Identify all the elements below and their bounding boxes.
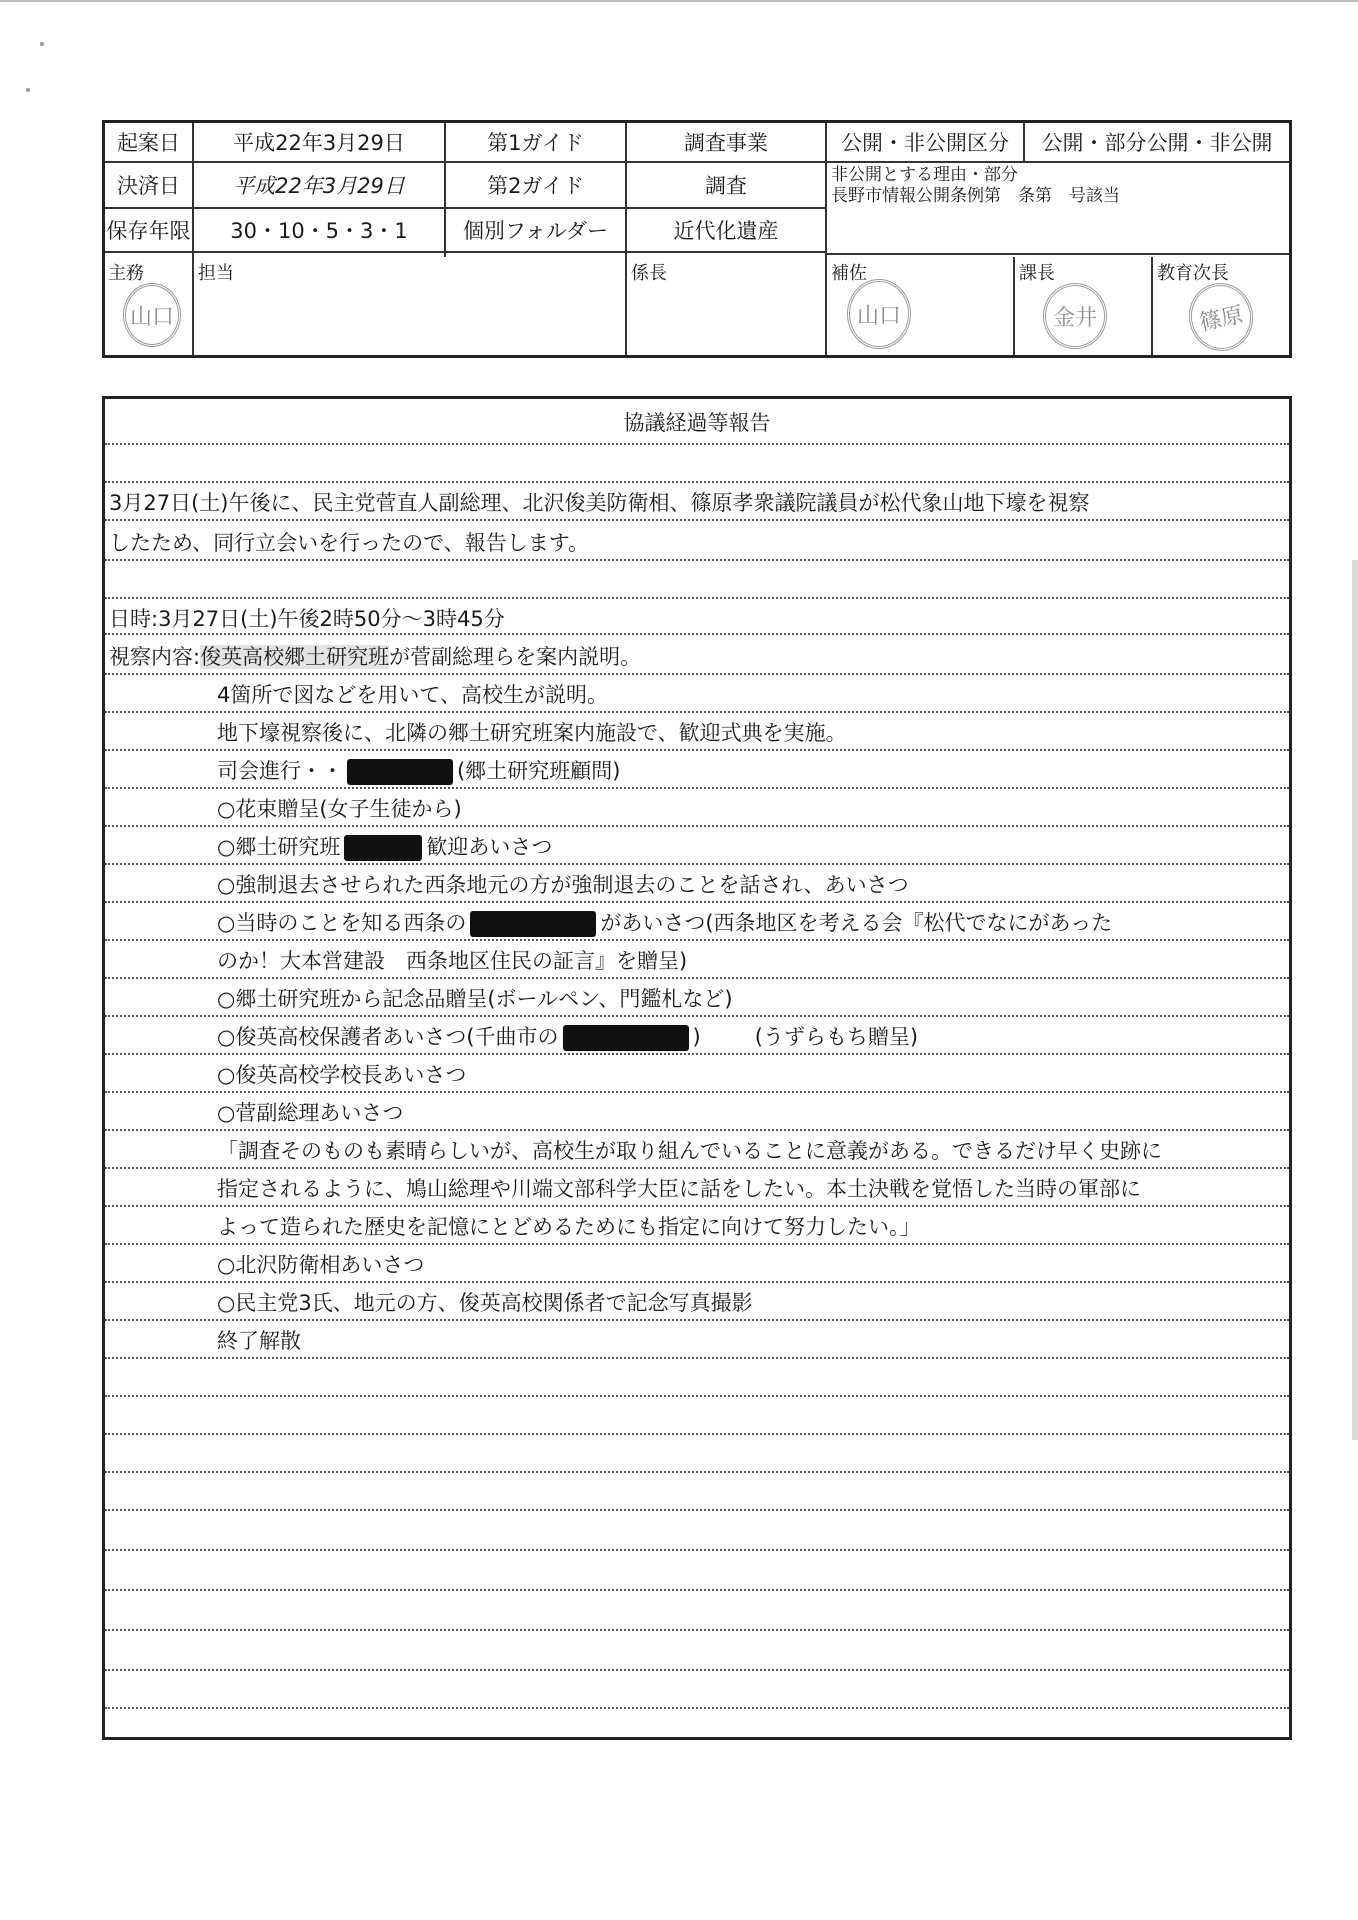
report-title: 協議経過等報告 — [623, 411, 771, 435]
ruled-line — [105, 749, 1289, 751]
approver-kakaricho-label: 係長 — [631, 263, 667, 284]
approver-hosa-label: 補佐 — [831, 263, 867, 284]
ruled-line — [105, 1357, 1289, 1359]
ruled-line — [105, 977, 1289, 979]
scan-speck — [40, 42, 44, 46]
report-quote-line: 「調査そのものも素晴らしいが、高校生が取り組んでいることに意義がある。できるだけ早く史跡に — [217, 1139, 1162, 1163]
category-value: 調査事業 — [684, 131, 768, 155]
report-text-line: 地下壕視察後に、北隣の郷土研究班案内施設で、歓迎式典を実施。 — [217, 721, 847, 745]
report-text-line: ○菅副総理あいさつ — [217, 1101, 404, 1125]
ruled-line — [105, 1395, 1289, 1397]
guardian-close: ) — [692, 1025, 701, 1049]
guide1-label: 第1ガイド — [487, 131, 584, 155]
redaction-box — [470, 911, 596, 937]
redaction-box — [347, 759, 453, 785]
club-greeting: 歓迎あいさつ — [426, 835, 553, 859]
ruled-line — [105, 1669, 1289, 1671]
highlighted-club-name: 俊英高校郷土研究班 — [200, 645, 390, 669]
report-text-line: ○郷土研究班から記念品贈呈(ボールペン、門鑑札など) — [217, 987, 733, 1011]
ruled-line — [105, 1319, 1289, 1321]
approver-tanto-label: 担当 — [198, 263, 234, 284]
ruled-line — [105, 1053, 1289, 1055]
ruled-line — [105, 519, 1289, 521]
ruled-line — [105, 1589, 1289, 1591]
club-label: ○郷土研究班 — [217, 835, 341, 859]
label-retention: 保存年限 — [106, 219, 191, 243]
ruled-line — [105, 939, 1289, 941]
report-text-line: 終了解散 — [217, 1329, 301, 1353]
report-text-line: のか！大本営建設 西条地区住民の証言』を贈呈) — [217, 949, 688, 973]
ruled-line — [105, 1707, 1289, 1709]
kian-date-value: 平成22年3月29日 — [233, 131, 405, 155]
ruled-line — [105, 711, 1289, 713]
ruled-line — [105, 1205, 1289, 1207]
report-text-line: したため、同行立会いを行ったので、報告します。 — [109, 531, 590, 555]
retention-value: 30・10・5・3・1 — [230, 219, 408, 243]
report-club-greeting-line — [217, 833, 552, 861]
ruled-line — [105, 443, 1289, 445]
report-quote-line: よって造られた歴史を記憶にとどめるためにも指定に向けて努力したい。」 — [217, 1215, 921, 1239]
ruled-line — [105, 1129, 1289, 1131]
ruled-line — [105, 1015, 1289, 1017]
disclosure-options: 公開・部分公開・非公開 — [1041, 131, 1273, 155]
redaction-box — [563, 1025, 689, 1051]
mc-label: 司会進行・・ — [217, 759, 343, 783]
folder-label: 個別フォルダー — [462, 219, 609, 243]
label-kessai-date: 決済日 — [117, 174, 180, 198]
report-witness-line — [217, 909, 1112, 937]
report-mc-line — [217, 757, 620, 785]
nondisclosure-reason: 非公開とする理由・部分 — [831, 165, 1018, 185]
report-text-line: ○強制退去させられた西条地元の方が強制退去のことを話され、あいさつ — [217, 873, 909, 897]
report-text-line: 3月27日(土)午後に、民主党菅直人副総理、北沢俊美防衛相、篠原孝衆議院議員が松代象山地下壕を視察 — [109, 491, 1090, 515]
ruled-line — [105, 1471, 1289, 1473]
report-text-line: ○北沢防衛相あいさつ — [217, 1253, 425, 1277]
table-rule — [192, 257, 194, 355]
report-datetime-line: 日時:3月27日(土)午後2時50分～3時45分 — [109, 607, 505, 631]
seal-stamp-kacho: 金井 — [1043, 283, 1107, 349]
ruled-line — [105, 825, 1289, 827]
table-rule — [105, 251, 825, 253]
redaction-box — [344, 835, 422, 861]
consultation-report — [102, 396, 1292, 1740]
label-kian-date: 起案日 — [117, 131, 180, 155]
table-rule — [1151, 257, 1153, 355]
inspection-content-label: 視察内容: — [109, 645, 201, 669]
ordinance-reference: 長野市情報公開条例第 条第 号該当 — [831, 186, 1120, 206]
ruled-line — [105, 597, 1289, 599]
approver-shumu-label: 主務 — [108, 263, 144, 284]
ruled-line — [105, 1167, 1289, 1169]
ruled-line — [105, 787, 1289, 789]
table-rule — [825, 253, 1289, 255]
seal-stamp-hosa: 山口 — [847, 279, 911, 349]
guardian-gift: (うずらもち贈呈) — [754, 1025, 919, 1049]
inspection-content-text: が菅副総理らを案内説明。 — [389, 645, 642, 669]
scan-speck — [26, 88, 30, 92]
disclosure-label: 公開・非公開区分 — [841, 131, 1009, 155]
report-guardian-line — [217, 1023, 918, 1051]
approver-jicho-label: 教育次長 — [1157, 263, 1229, 284]
ruled-line — [105, 1243, 1289, 1245]
seal-stamp-jicho: 篠原 — [1183, 277, 1260, 357]
guardian-label: ○俊英高校保護者あいさつ(千曲市の — [217, 1025, 559, 1049]
kessai-date-value: 平成22年3月29日 — [233, 174, 405, 198]
report-text-line: ○民主党3氏、地元の方、俊英高校関係者で記念写真撮影 — [217, 1291, 753, 1315]
ruled-line — [105, 1433, 1289, 1435]
folder-value: 近代化遺産 — [673, 219, 779, 243]
mc-role: (郷土研究班顧問) — [457, 759, 621, 783]
ruled-line — [105, 1629, 1289, 1631]
witness-label: ○当時のことを知る西条の — [217, 911, 467, 935]
ruled-line — [105, 673, 1289, 675]
approval-table — [102, 120, 1292, 358]
ruled-line — [105, 1549, 1289, 1551]
table-rule — [1013, 257, 1015, 355]
scan-right-edge — [1352, 560, 1358, 1440]
scan-top-edge — [0, 0, 1358, 2]
ruled-line — [105, 901, 1289, 903]
guide2-label: 第2ガイド — [487, 174, 584, 198]
ruled-line — [105, 633, 1289, 635]
report-quote-line: 指定されるように、鳩山総理や川端文部科学大臣に話をしたい。本土決戦を覚悟した当時の軍部に — [217, 1177, 1141, 1201]
report-text-line: ○俊英高校学校長あいさつ — [217, 1063, 467, 1087]
ruled-line — [105, 1281, 1289, 1283]
report-text-line: 4箇所で図などを用いて、高校生が説明。 — [217, 683, 608, 707]
witness-greeting: があいさつ(西条地区を考える会『松代でなにがあった — [600, 911, 1113, 935]
seal-stamp-shumu: 山口 — [123, 283, 181, 347]
ruled-line — [105, 481, 1289, 483]
ruled-line — [105, 863, 1289, 865]
ruled-line — [105, 1509, 1289, 1511]
ruled-line — [105, 559, 1289, 561]
report-text-line: ○花束贈呈(女子生徒から) — [217, 797, 462, 821]
report-inspection-line — [109, 643, 641, 671]
approver-kacho-label: 課長 — [1019, 263, 1055, 284]
ruled-line — [105, 1091, 1289, 1093]
category2-value: 調査 — [705, 174, 747, 198]
